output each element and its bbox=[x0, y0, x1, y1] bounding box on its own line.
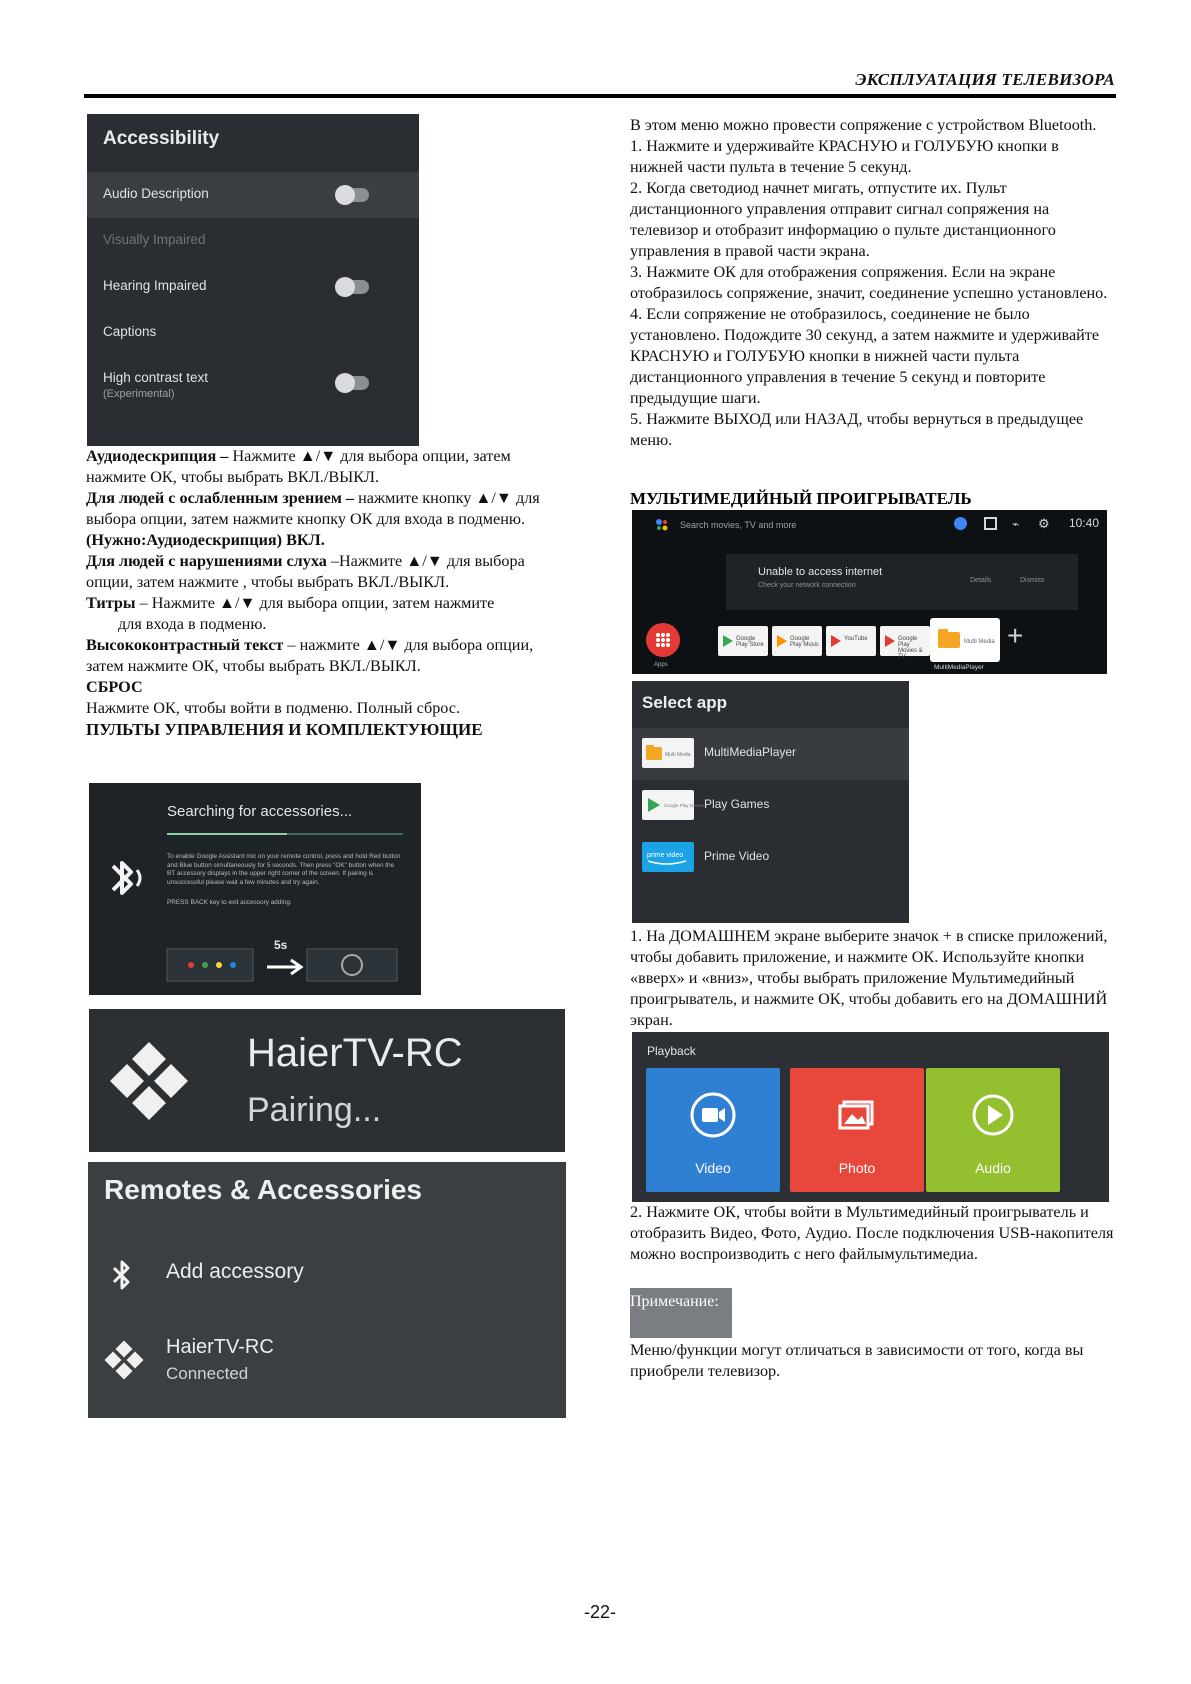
app-tile-multimediaplayer[interactable] bbox=[930, 618, 1000, 662]
remotes-accessories-screenshot bbox=[88, 1162, 566, 1418]
wifi-off-icon[interactable]: ⌁ bbox=[1012, 517, 1020, 531]
notification-icon[interactable] bbox=[954, 517, 967, 530]
play-games-icon bbox=[642, 790, 705, 820]
launcher-screenshot bbox=[632, 510, 1107, 674]
thumb-label: prime video bbox=[647, 852, 684, 859]
apps-button[interactable] bbox=[646, 623, 680, 657]
page-header-title: ЭКСПЛУАТАЦИЯ ТЕЛЕВИЗОРА bbox=[855, 70, 1115, 89]
high-contrast-toggle[interactable] bbox=[337, 376, 369, 390]
gamepad-icon bbox=[113, 1045, 185, 1117]
apps-label: Apps bbox=[654, 662, 668, 668]
reset-text: Нажмите ОК, чтобы войти в подменю. Полный сброс. bbox=[86, 699, 461, 717]
accessibility-item-audio-description[interactable] bbox=[87, 172, 419, 218]
multimedia-heading: МУЛЬТИМЕДИЙНЫЙ ПРОИГРЫВАТЕЛЬ bbox=[630, 489, 972, 508]
multimedia-step-1: 1. На ДОМАШНЕМ экране выберите значок + в списке приложений, чтобы добавить приложение, и нажмите ОК. Используйте кнопки «вверх» и «вниз», чтобы выбрать приложение Мультимедийный проигрыватель, и нажмите ОК, чтобы добавить его на ДОМАШНИЙ экран. bbox=[630, 927, 1108, 1029]
pairing-step-4: 4. Если сопряжение не отобразилось, соединение не было установлено. Подождите 30 секунд, а затем нажмите и удерживайте КРАСНУЮ и ГОЛУБУЮ кнопки в нижней части пульта дистанционного управления в течение 5 секунд и повторите предыдущие шаги. bbox=[630, 305, 1100, 407]
folder-icon bbox=[930, 618, 1000, 662]
right-instructions bbox=[630, 115, 1115, 451]
reset-heading: СБРОС bbox=[86, 678, 143, 696]
app-tile-youtube[interactable]: YouTube bbox=[826, 626, 876, 656]
accessibility-item-captions[interactable] bbox=[87, 310, 419, 356]
multimedia-tile-label: Multi Media bbox=[964, 639, 995, 645]
prime-video-logo bbox=[642, 842, 694, 872]
audio-play-icon bbox=[968, 1090, 1018, 1140]
multimediaplayer-label: MultiMediaPlayer bbox=[934, 664, 984, 671]
accessibility-screenshot bbox=[87, 114, 419, 446]
thumb-label: Google Play Games bbox=[664, 803, 705, 808]
select-app-screenshot bbox=[632, 681, 909, 923]
accessibility-item-visually-impaired[interactable] bbox=[87, 218, 419, 264]
select-app-item-play-games[interactable] bbox=[632, 780, 909, 832]
pairing-status: Pairing... bbox=[247, 1091, 382, 1129]
pairing-step-3: 3. Нажмите ОК для отображения сопряжения. Если на экране отобразилось сопряжение, значит, соединение успешно установлено. bbox=[630, 263, 1108, 302]
searching-accessories-screenshot bbox=[89, 783, 421, 995]
connected-device-status: Connected bbox=[166, 1364, 249, 1383]
bluetooth-icon bbox=[110, 1258, 134, 1292]
pairing-screenshot bbox=[89, 1009, 565, 1152]
playback-title: Playback bbox=[647, 1044, 696, 1058]
details-button[interactable]: Details bbox=[970, 577, 992, 584]
apps-grid-icon bbox=[646, 623, 680, 657]
instruction-captions-cont: для входа в подменю. bbox=[118, 615, 267, 633]
header-rule bbox=[84, 94, 1116, 98]
accessibility-item-sublabel: (Experimental) bbox=[103, 388, 175, 400]
note-label: Примечание: bbox=[630, 1288, 732, 1338]
app-tile-play-store[interactable]: Google Play Store bbox=[718, 626, 768, 656]
timer-label: 5s bbox=[274, 938, 288, 952]
prime-video-thumb bbox=[642, 842, 694, 872]
playback-card-audio[interactable] bbox=[926, 1068, 1060, 1192]
pairing-step-5: 5. Нажмите ВЫХОД или НАЗАД, чтобы вернуться в предыдущее меню. bbox=[630, 410, 1084, 449]
playback-card-label: Audio bbox=[975, 1160, 1011, 1176]
playback-screenshot bbox=[632, 1032, 1109, 1202]
network-message-card bbox=[726, 554, 1078, 610]
instruction-high-contrast: Высококонтрастный текст – нажмите ▲/▼ для выбора опции, затем нажмите ОК, чтобы выбрать ВКЛ./ВЫКЛ. bbox=[86, 636, 534, 675]
bluetooth-icon bbox=[99, 848, 149, 908]
instruction-visually-impaired: Для людей с ослабленным зрением – нажмите кнопку ▲/▼ для выбора опции, затем нажмите кнопку ОК для входа в подменю. bbox=[86, 489, 540, 528]
playback-card-video[interactable] bbox=[646, 1068, 780, 1192]
select-app-label: Prime Video bbox=[704, 849, 770, 863]
hearing-impaired-toggle[interactable] bbox=[337, 280, 369, 294]
remotes-title: Remotes & Accessories bbox=[104, 1174, 423, 1205]
instruction-audio-description-required: (Нужно:Аудиодескрипция) ВКЛ. bbox=[86, 531, 325, 549]
accessibility-item-label: Visually Impaired bbox=[103, 232, 206, 247]
instruction-captions: Титры – Нажмите ▲/▼ для выбора опции, затем нажмите bbox=[86, 594, 495, 612]
add-accessory-item[interactable]: Add accessory bbox=[166, 1260, 304, 1283]
network-message: Unable to access internet bbox=[758, 566, 883, 578]
accessibility-item-hearing-impaired[interactable] bbox=[87, 264, 419, 310]
add-app-button[interactable]: + bbox=[1007, 620, 1024, 651]
multimedia-step-2: 2. Нажмите ОК, чтобы войти в Мультимедийный проигрыватель и отобразить Видео, Фото, Аудио. После подключения USB-накопителя можно воспроизводить с него файлымультимедиа. bbox=[630, 1203, 1114, 1263]
connected-device-name[interactable]: HaierTV-RC bbox=[166, 1336, 274, 1358]
select-app-title: Select app bbox=[642, 693, 728, 712]
app-tile-play-movies[interactable]: Google Play Movies & TV bbox=[880, 626, 930, 656]
input-icon[interactable] bbox=[984, 517, 997, 530]
dismiss-button[interactable]: Dismiss bbox=[1020, 577, 1045, 584]
select-app-item-multimediaplayer[interactable] bbox=[632, 728, 909, 780]
instruction-hearing-impaired: Для людей с нарушениями слуха –Нажмите ▲/▼ для выбора опции, затем нажмите , чтобы выбрать ВКЛ./ВЫКЛ. bbox=[86, 552, 525, 591]
thumb-label: Multi Media bbox=[665, 752, 691, 758]
left-instructions bbox=[86, 446, 566, 740]
remotes-heading: ПУЛЬТЫ УПРАВЛЕНИЯ И КОМПЛЕКТУЮЩИЕ bbox=[86, 720, 483, 739]
photo-icon bbox=[832, 1090, 882, 1140]
searching-progress bbox=[167, 833, 403, 835]
instruction-audio-description: Аудиодескрипция – Нажмите ▲/▼ для выбора опции, затем нажмите ОК, чтобы выбрать ВКЛ./ВЫКЛ. bbox=[86, 447, 511, 486]
folder-icon bbox=[642, 738, 694, 768]
playback-card-label: Video bbox=[695, 1160, 731, 1176]
accessibility-item-label: Captions bbox=[103, 324, 157, 339]
search-hint[interactable]: Search movies, TV and more bbox=[680, 520, 797, 530]
accessibility-item-label: Hearing Impaired bbox=[103, 278, 207, 293]
network-message-sub: Check your network connection bbox=[758, 582, 856, 589]
audio-description-toggle[interactable] bbox=[337, 188, 369, 202]
pairing-device-name: HaierTV-RC bbox=[247, 1031, 463, 1075]
accessibility-item-label: Audio Description bbox=[103, 186, 209, 201]
searching-title: Searching for accessories... bbox=[167, 803, 353, 820]
app-tile-play-music[interactable]: Google Play Music bbox=[772, 626, 822, 656]
select-app-label: MultiMediaPlayer bbox=[704, 745, 797, 759]
play-games-thumb bbox=[642, 790, 705, 820]
page-number: -22- bbox=[583, 1602, 616, 1622]
pairing-intro: В этом меню можно провести сопряжение с устройством Bluetooth. bbox=[630, 116, 1097, 134]
accessibility-item-label: High contrast text bbox=[103, 370, 209, 385]
accessibility-item-high-contrast[interactable] bbox=[87, 356, 419, 412]
clock: 10:40 bbox=[1069, 516, 1100, 530]
google-assistant-icon bbox=[654, 517, 670, 533]
gear-icon[interactable]: ⚙ bbox=[1038, 516, 1050, 531]
pairing-step-1: 1. Нажмите и удерживайте КРАСНУЮ и ГОЛУБУЮ кнопки в нижней части пульта в течение 5 секунд. bbox=[630, 137, 1059, 176]
multimediaplayer-thumb bbox=[642, 738, 694, 768]
video-icon bbox=[688, 1090, 738, 1140]
playback-card-label: Photo bbox=[838, 1160, 876, 1176]
searching-instructions: To enable Google Assistant mic on your remote control, press and hold Red button and Blue button simultaneously for 5 seconds. Then press "OK" button when the BT accessory displays in the upper right corner of the screen. If pairing is unsuccessful please wait a few minutes and try again. PRESS BACK key to exit accessory adding. bbox=[167, 853, 401, 907]
pairing-step-2: 2. Когда светодиод начнет мигать, отпустите их. Пульт дистанционного управления отправит сигнал сопряжения на телевизор и отобразит информацию о пульте дистанционного управления в правой части экрана. bbox=[630, 179, 1056, 260]
accessibility-title: Accessibility bbox=[103, 128, 220, 149]
note-text: Меню/функции могут отличаться в зависимости от того, когда вы приобрели телевизор. bbox=[630, 1341, 1084, 1380]
playback-card-photo[interactable] bbox=[790, 1068, 924, 1192]
gamepad-icon bbox=[106, 1342, 142, 1378]
select-app-label: Play Games bbox=[704, 797, 770, 811]
select-app-item-prime-video[interactable] bbox=[632, 832, 909, 884]
